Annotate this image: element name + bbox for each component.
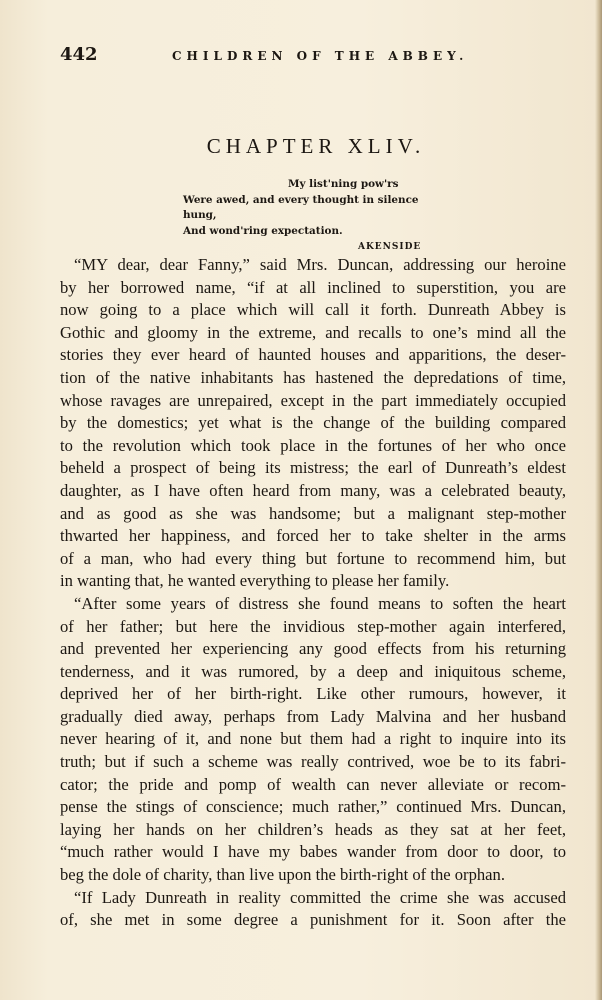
epigraph [183, 177, 453, 256]
text-line: beheld a prospect of being its mistress; the earl of Dunreath’s eldest [60, 458, 566, 478]
text-line: and prevented her experiencing any good effects from his returning [60, 639, 566, 659]
epigraph-attribution: AKENSIDE [358, 241, 422, 252]
text-line: truth; but if such a scheme was really contrived, woe be to its fabri- [60, 752, 566, 772]
text-line: by the domestics; yet what is the change of the building compared [60, 413, 566, 433]
text-line: “If Lady Dunreath in reality committed the crime she was accused [74, 887, 566, 907]
text-line: now going to a place which will call it forth. Dunreath Abbey is [60, 300, 566, 320]
text-line: of a man, who had every thing but fortune to recommend him, but [60, 548, 566, 568]
text-line: “much rather would I have my babes wander from door to door, to [60, 842, 566, 862]
text-line: deprived her of her birth-right. Like other rumours, however, it [60, 684, 566, 704]
text-line: never hearing of it, and none but them had a right to inquire into its [60, 729, 566, 749]
text-line: by her borrowed name, “if at all inclined to superstition, you are [60, 277, 566, 297]
text-line: thwarted her happiness, and forced her to take shelter in the arms [60, 526, 566, 546]
text-line: of, she met in some degree a punishment for it. Soon after the [60, 910, 566, 930]
page-number: 442 [60, 44, 98, 65]
text-line: whose ravages are unrepaired, except in the part immediately occupied [60, 390, 566, 410]
text-line: cator; the pride and pomp of wealth can never alleviate or recom- [60, 774, 566, 794]
epigraph-line: My list'ning pow'rs [288, 178, 399, 190]
epigraph-line: And wond'ring expectation. [183, 225, 343, 238]
text-line: stories they ever heard of haunted houses and apparitions, the deser- [60, 345, 566, 365]
text-line: and as good as she was handsome; but a malignant step-mother [60, 503, 566, 523]
text-line: of her father; but here the invidious step-mother again interfered, [60, 616, 566, 636]
text-line: “After some years of distress she found means to soften the heart [74, 593, 566, 613]
text-line: laying her hands on her children’s heads as they sat at her feet, [60, 819, 566, 839]
text-line: tenderness, and it was rumored, by a deep and iniquitous scheme, [60, 661, 566, 681]
text-line: daughter, as I have often heard from many, was a celebrated beauty, [60, 480, 566, 500]
chapter-title: CHAPTER XLIV. [206, 134, 426, 158]
text-line: tion of the native inhabitants has hastened the depredations of time, [60, 367, 566, 387]
text-line: to the revolution which took place in the fortunes of her who once [60, 435, 566, 455]
epigraph-line: Were awed, and every thought in silence hung, [183, 193, 419, 222]
running-head: CHILDREN OF THE ABBEY. [172, 49, 469, 63]
text-line: “MY dear, dear Fanny,” said Mrs. Duncan, addressing our heroine [74, 255, 566, 274]
body-text [60, 254, 566, 932]
text-line: Gothic and gloomy in the extreme, and recalls to one’s mind all the [60, 322, 566, 342]
text-line: in wanting that, he wanted everything to please her family. [60, 571, 450, 591]
text-line: gradually died away, perhaps from Lady Malvina and her husband [60, 706, 566, 726]
text-line: beg the dole of charity, than live upon the birth-right of the orphan. [60, 865, 505, 885]
page-header [60, 44, 560, 74]
text-line: pense the stings of conscience; much rather,” continued Mrs. Duncan, [60, 797, 566, 817]
